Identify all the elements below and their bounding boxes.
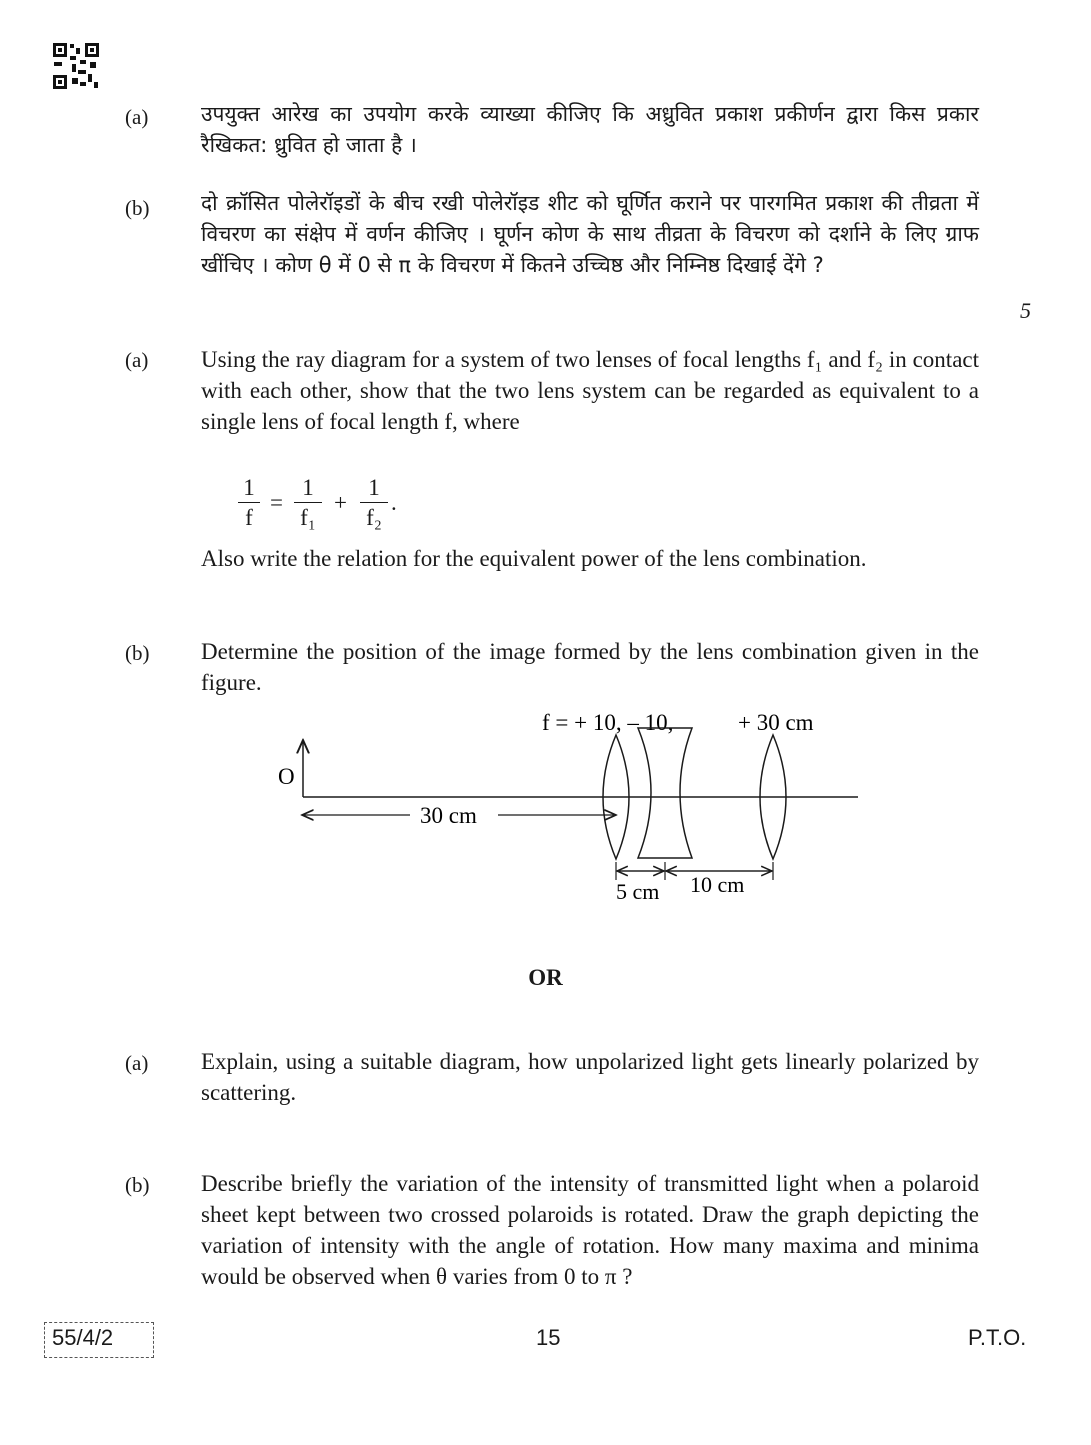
or-separator: OR bbox=[528, 965, 563, 990]
english-a-label: (a) bbox=[125, 348, 149, 372]
qr-code bbox=[52, 42, 100, 90]
formula-eq: = bbox=[270, 490, 283, 515]
or-b-label: (b) bbox=[125, 1173, 150, 1197]
hindi-a-text: उपयुक्त आरेख का उपयोग करके व्याख्या कीजिए कि अध्रुवित प्रकाश प्रकीर्णन द्वारा किस प्रकार रैखिकत: ध्रुवित हो जाता है । bbox=[201, 102, 979, 157]
formula-lhs-den: f bbox=[245, 505, 253, 530]
page-number: 15 bbox=[536, 1325, 561, 1350]
dist-2: 10 cm bbox=[690, 872, 745, 897]
pto-label: P.T.O. bbox=[968, 1325, 1027, 1350]
english-b-text: Determine the position of the image formed by the lens combination given in the figure. bbox=[201, 639, 979, 695]
formula-t2-num: 1 bbox=[360, 474, 388, 503]
marks: 5 bbox=[1020, 298, 1031, 323]
formula-t2-den: f₂ bbox=[366, 505, 382, 530]
english-b-label: (b) bbox=[125, 641, 150, 665]
formula-end: . bbox=[391, 490, 397, 515]
hindi-b-text: दो क्रॉसित पोलेरॉइडों के बीच रखी पोलेरॉइड शीट को घूर्णित कराने पर पारगमित प्रकाश की तीव्रता में विचरण का संक्षेप में वर्णन कीजिए । घूर्णन कोण के साथ तीव्रता के विचरण को दर्शाने के लिए ग्राफ खींचिए । कोण θ में 0 से π के विचरण में कितने उच्चिष्ठ और निम्निष्ठ दिखाई देंगे ? bbox=[201, 191, 979, 277]
or-a-label: (a) bbox=[125, 1051, 149, 1075]
formula-plus: + bbox=[334, 490, 347, 515]
formula-t1-num: 1 bbox=[294, 474, 322, 503]
english-a-text: Using the ray diagram for a system of two lenses of focal lengths f₁ and f₂ in contact with each other, show that the two lens system can be regarded as equivalent to a single lens of focal length f, where bbox=[201, 347, 979, 434]
concave-lens bbox=[638, 728, 692, 858]
or-b-text: Describe briefly the variation of the intensity of transmitted light when a polaroid sheet kept between two crossed polaroids is rotated. Draw the graph depicting the variation of intensity with the angle of rotation. How many maxima and minima would be observed when θ varies from 0 to π ? bbox=[201, 1171, 979, 1289]
formula-lhs-num: 1 bbox=[238, 474, 260, 503]
paper-code: 55/4/2 bbox=[52, 1325, 114, 1350]
dist-object: 30 cm bbox=[420, 803, 477, 828]
focal-label-3: + 30 cm bbox=[738, 710, 814, 735]
dist-1: 5 cm bbox=[616, 879, 660, 904]
formula-t1-den: f₁ bbox=[300, 505, 316, 530]
focal-label: f = + 10, – 10, bbox=[542, 710, 674, 735]
lens-diagram bbox=[270, 700, 870, 910]
object-label: O bbox=[278, 764, 295, 789]
english-a-text2: Also write the relation for the equivalent power of the lens combination. bbox=[201, 546, 867, 571]
or-a-text: Explain, using a suitable diagram, how unpolarized light gets linearly polarized by scattering. bbox=[201, 1049, 979, 1105]
hindi-a-label: (a) bbox=[125, 105, 149, 129]
hindi-b-label: (b) bbox=[125, 196, 150, 220]
lens-formula bbox=[232, 474, 432, 544]
